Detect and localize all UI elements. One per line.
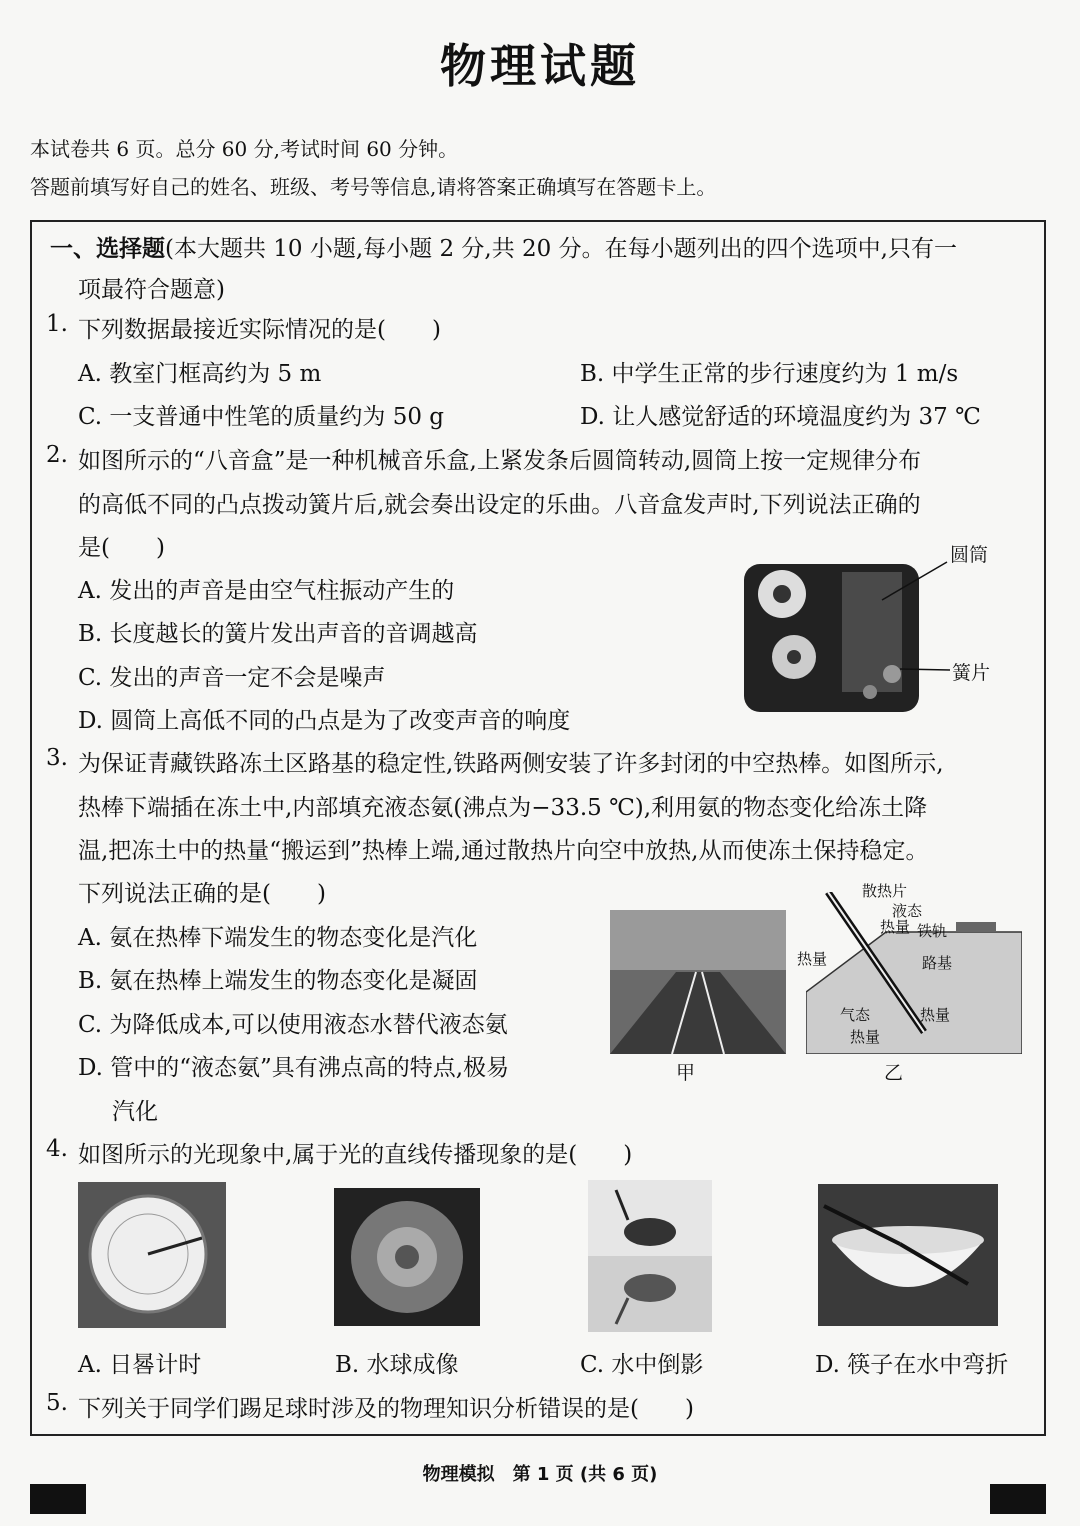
label-roadbed: 路基 [922,954,953,972]
q2-option-d: D. 圆筒上高低不同的凸点是为了改变声音的响度 [78,708,571,734]
q2-stem-2: 的高低不同的凸点拨动簧片后,就会奏出设定的乐曲。八音盒发声时,下列说法正确的 [78,492,921,518]
q1-number: 1. [46,311,68,337]
label-heat-low: 热量 [850,1028,881,1046]
section-header [50,230,957,263]
label-heat-left: 热量 [797,950,828,968]
q3-option-c: C. 为降低成本,可以使用液态水替代液态氨 [78,1012,508,1038]
page-footer: 物理模拟 第 1 页 (共 6 页) [422,1464,658,1485]
q4-option-d: D. 筷子在水中弯折 [815,1352,1009,1378]
label-heat-top: 热量 [880,918,911,936]
q5-number: 5. [46,1390,68,1416]
q2-stem-3: 是( ) [78,535,165,561]
chopsticks-bowl-photo [818,1184,998,1326]
label-liquid: 液态 [892,902,923,920]
intro-line-1: 本试卷共 6 页。总分 60 分,考试时间 60 分钟。 [30,137,459,161]
corner-mark-right [990,1484,1046,1514]
intro-line-2: 答题前填写好自己的姓名、班级、考号等信息,请将答案正确填写在答题卡上。 [30,175,717,199]
q1-option-d: D. 让人感觉舒适的环境温度约为 37 ℃ [580,404,981,430]
section-desc-2: 项最符合题意) [78,277,225,303]
music-box-figure [732,542,1012,722]
section-desc: (本大题共 10 小题,每小题 2 分,共 20 分。在每小题列出的四个选项中,只有一 [165,236,957,262]
q3-stem-4: 下列说法正确的是( ) [78,881,326,907]
q1-option-b: B. 中学生正常的步行速度约为 1 m/s [580,361,959,387]
corner-mark-left [30,1484,86,1514]
q3-stem-3: 温,把冻土中的热量“搬运到”热棒上端,通过散热片向空中放热,从而使冻土保持稳定。 [78,838,929,864]
q2-option-b: B. 长度越长的簧片发出声音的音调越高 [78,621,478,647]
q4-stem: 如图所示的光现象中,属于光的直线传播现象的是( ) [78,1142,633,1168]
q2-option-a: A. 发出的声音是由空气柱振动产生的 [78,578,455,604]
figure-jia-label: 甲 [676,1062,696,1084]
q2-option-c: C. 发出的声音一定不会是噪声 [78,665,386,691]
q2-number: 2. [46,442,68,468]
q5-stem: 下列关于同学们踢足球时涉及的物理知识分析错误的是( ) [78,1396,694,1422]
label-reed: 簧片 [952,662,991,684]
q4-option-b: B. 水球成像 [335,1352,459,1378]
q4-option-a: A. 日晷计时 [78,1352,202,1378]
label-gas: 气态 [840,1006,871,1024]
page-title: 物理试题 [440,39,640,93]
water-ball-photo [334,1188,480,1326]
label-rail: 铁轨 [917,922,948,940]
section-heading: 一、选择题 [50,236,165,262]
q2-stem-1: 如图所示的“八音盒”是一种机械音乐盒,上紧发条后圆筒转动,圆筒上按一定规律分布 [78,448,922,474]
q4-number: 4. [46,1136,68,1162]
q3-option-d-cont: 汽化 [112,1099,158,1125]
question-frame [30,220,1046,1436]
q1-option-c: C. 一支普通中性笔的质量约为 50 g [78,404,445,430]
q3-option-a: A. 氨在热棒下端发生的物态变化是汽化 [78,925,478,951]
label-heat-in: 热量 [920,1006,951,1024]
q3-option-b: B. 氨在热棒上端发生的物态变化是凝固 [78,968,478,994]
q4-option-c: C. 水中倒影 [580,1352,704,1378]
railway-photo [610,910,786,1054]
q3-stem-1: 为保证青藏铁路冻土区路基的稳定性,铁路两侧安装了许多封闭的中空热棒。如图所示, [78,751,944,777]
label-sink: 散热片 [862,882,908,900]
sundial-photo [78,1182,226,1328]
figure-yi-label: 乙 [884,1062,904,1084]
q3-number: 3. [46,745,68,771]
label-drum: 圆筒 [950,544,989,566]
q1-option-a: A. 教室门框高约为 5 m [78,361,322,387]
q1-stem: 下列数据最接近实际情况的是( ) [78,317,441,343]
q3-option-d: D. 管中的“液态氨”具有沸点高的特点,极易 [78,1055,510,1081]
q3-stem-2: 热棒下端插在冻土中,内部填充液态氨(沸点为−33.5 ℃),利用氨的物态变化给冻土降 [78,795,928,821]
reflection-photo [588,1180,712,1332]
